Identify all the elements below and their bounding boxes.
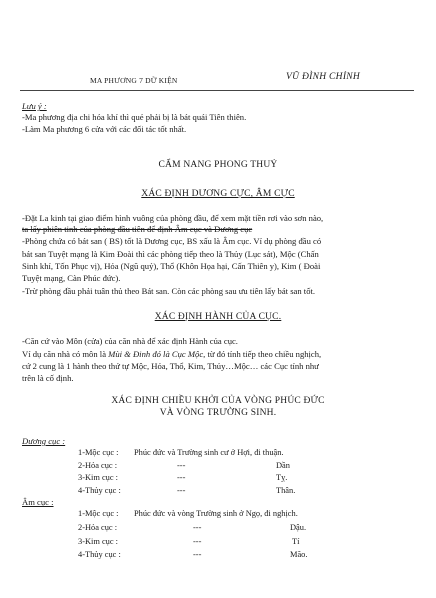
text-run: , từ đó tính tiếp theo chiều nghịch, — [203, 349, 322, 359]
paragraph-line: Tuyệt mạng, Càn Phúc đức). — [22, 273, 121, 283]
row-value: Mão. — [290, 550, 308, 559]
row-ditto: --- — [193, 550, 202, 559]
paragraph-line: -Phòng chứa có bát san ( BS) tốt là Dương cục, BS xấu là Âm cục. Ví dụ phòng đầu có — [22, 236, 322, 246]
row-label: 2-Hỏa cục : — [78, 523, 118, 532]
section-heading: XÁC ĐỊNH DƯƠNG CỰC, ÂM CỰC — [141, 189, 295, 199]
header-author: VŨ ĐÌNH CHỈNH — [286, 72, 361, 82]
header-rule — [20, 90, 414, 91]
row-value: Dần — [276, 461, 290, 470]
row-label: 4-Thủy cục : — [78, 550, 121, 559]
section-heading: XÁC ĐỊNH HÀNH CỦA CỤC. — [154, 312, 282, 322]
section-heading: XÁC ĐỊNH CHIỀU KHỞI CỦA VÒNG PHÚC ĐỨC — [111, 396, 325, 406]
row-text: Phúc đức và Trường sinh cư ở Hợi, đi thuận. — [134, 448, 284, 457]
section-heading: VÀ VÒNG TRƯỜNG SINH. — [159, 408, 277, 418]
paragraph-line: -Đặt La kinh tại giao điểm hình vuông của phòng đầu, để xem mặt tiền rơi vào sơn nào, — [22, 213, 324, 223]
note-title: Lưu ý : — [22, 101, 47, 111]
paragraph-line: -Trừ phòng đầu phải tuân thủ theo Bát san. Còn các phòng sau ưu tiên lấy bát san tốt. — [22, 286, 316, 296]
row-ditto: --- — [177, 486, 186, 495]
subsection-title: Âm cục : — [22, 497, 54, 507]
main-heading: CẨM NANG PHONG THUỶ — [158, 160, 278, 170]
note-line: -Ma phương địa chi hóa khí thì quẻ phải bị là bát quái Tiên thiên. — [22, 112, 247, 122]
row-value: Tỵ. — [276, 473, 288, 482]
row-value: Dậu. — [290, 523, 307, 532]
row-label: 3-Kim cục : — [78, 537, 119, 546]
paragraph-line: cứ 2 cung là 1 hành theo thứ tự Mộc, Hỏa, Thổ, Kim, Thủy…Mộc… các Cục tính như — [22, 361, 319, 371]
subsection-title: Dương cục : — [22, 436, 66, 446]
paragraph-line: ta lấy phiên tinh của phòng đầu tiên để định Âm cục và Dương cục — [22, 224, 253, 234]
paragraph-line: trên là cố định. — [22, 373, 74, 383]
paragraph-line: -Căn cứ vào Môn (cửa) của căn nhà để xác định Hành của cục. — [22, 336, 238, 346]
row-label: 3-Kim cục : — [78, 473, 119, 482]
row-label: 1-Mộc cục : — [78, 448, 119, 457]
row-ditto: --- — [177, 461, 186, 470]
row-ditto: --- — [177, 473, 186, 482]
row-label: 2-Hỏa cục : — [78, 461, 118, 470]
paragraph-line: bát san Tuyệt mạng là Kim Đoài thì các phòng tiếp theo là Thủy (Lục sát), Mộc (Chấn — [22, 249, 319, 259]
paragraph-line — [22, 349, 321, 360]
row-label: 4-Thủy cục : — [78, 486, 121, 495]
row-ditto: --- — [193, 537, 202, 546]
paragraph-line: Sinh khí, Tốn Phục vị), Hỏa (Ngũ quỷ), Thổ (Khôn Họa hại, Cấn Thiên y), Kim ( Đoài — [22, 261, 321, 271]
row-text: Phúc đức và vòng Trường sinh ở Ngọ, đi nghịch. — [134, 509, 298, 518]
note-line: -Làm Ma phương 6 cửa với các đối tác tốt nhất. — [22, 124, 187, 134]
text-run-italic: Mùi & Đinh đó là Cục Mộc — [108, 349, 204, 359]
header-left: MA PHƯƠNG 7 DỮ KIỆN — [90, 76, 178, 85]
row-value: Tí — [292, 537, 300, 546]
row-value: Thân. — [276, 486, 296, 495]
row-label: 1-Mộc cục : — [78, 509, 119, 518]
row-ditto: --- — [193, 523, 202, 532]
text-run: Ví dụ căn nhà có môn là — [22, 349, 109, 359]
